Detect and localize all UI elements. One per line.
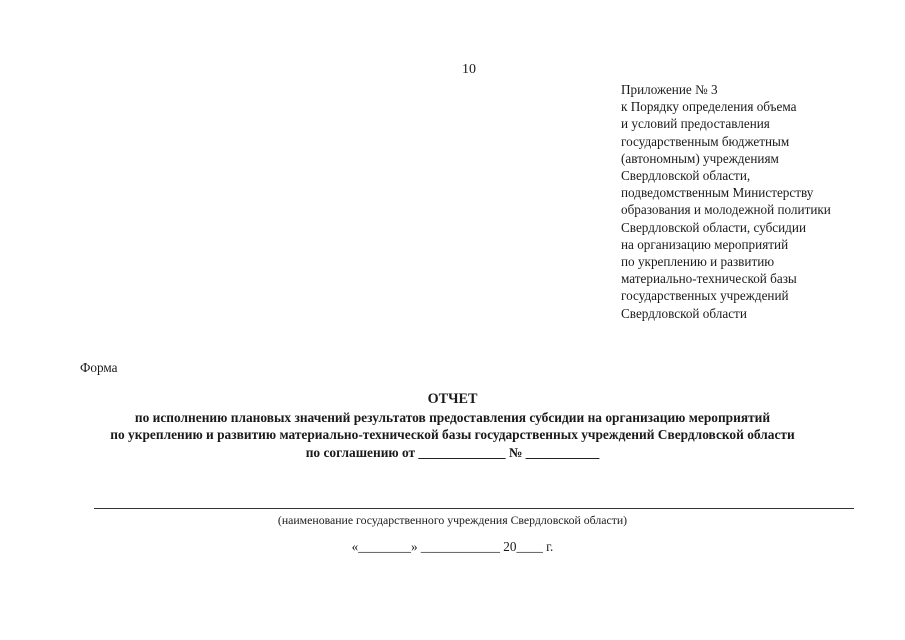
appendix-line: по укреплению и развитию [621, 254, 775, 270]
page-number: 10 [462, 62, 476, 77]
report-title-block [0, 391, 905, 461]
appendix-line: государственных учреждений [621, 288, 789, 304]
appendix-line: на организацию мероприятий [621, 236, 789, 252]
date-line: «________» ____________ 20____ г. [351, 539, 554, 554]
report-subtitle-line-1: по исполнению плановых значений результатов предоставления субсидии на организацию мероприятий [134, 409, 771, 425]
institution-caption: (наименование государственного учреждения Свердловской области) [277, 513, 628, 527]
report-agreement-line: по соглашению от _____________ № ___________ [305, 444, 600, 460]
appendix-line: Свердловской области [621, 305, 747, 321]
report-title: ОТЧЕТ [427, 391, 478, 407]
appendix-line: и условий предоставления [621, 116, 770, 132]
appendix-line: подведомственным Министерству [621, 185, 814, 201]
appendix-line: Приложение № 3 [621, 82, 718, 97]
appendix-line: Свердловской области, субсидии [621, 219, 807, 235]
institution-name-line [94, 508, 854, 509]
appendix-line: образования и молодежной политики [621, 202, 831, 218]
appendix-line: материально-технической базы [621, 271, 797, 287]
appendix-line: (автономным) учреждениям [621, 150, 779, 166]
appendix-line: Свердловской области, [621, 168, 751, 184]
form-label: Форма [80, 360, 118, 375]
appendix-line: государственным бюджетным [621, 133, 790, 149]
report-subtitle-line-2: по укреплению и развитию материально-технической базы государственных учреждений Свердловской области [110, 427, 795, 443]
appendix-line: к Порядку определения объема [621, 99, 797, 115]
appendix-block [621, 81, 891, 322]
